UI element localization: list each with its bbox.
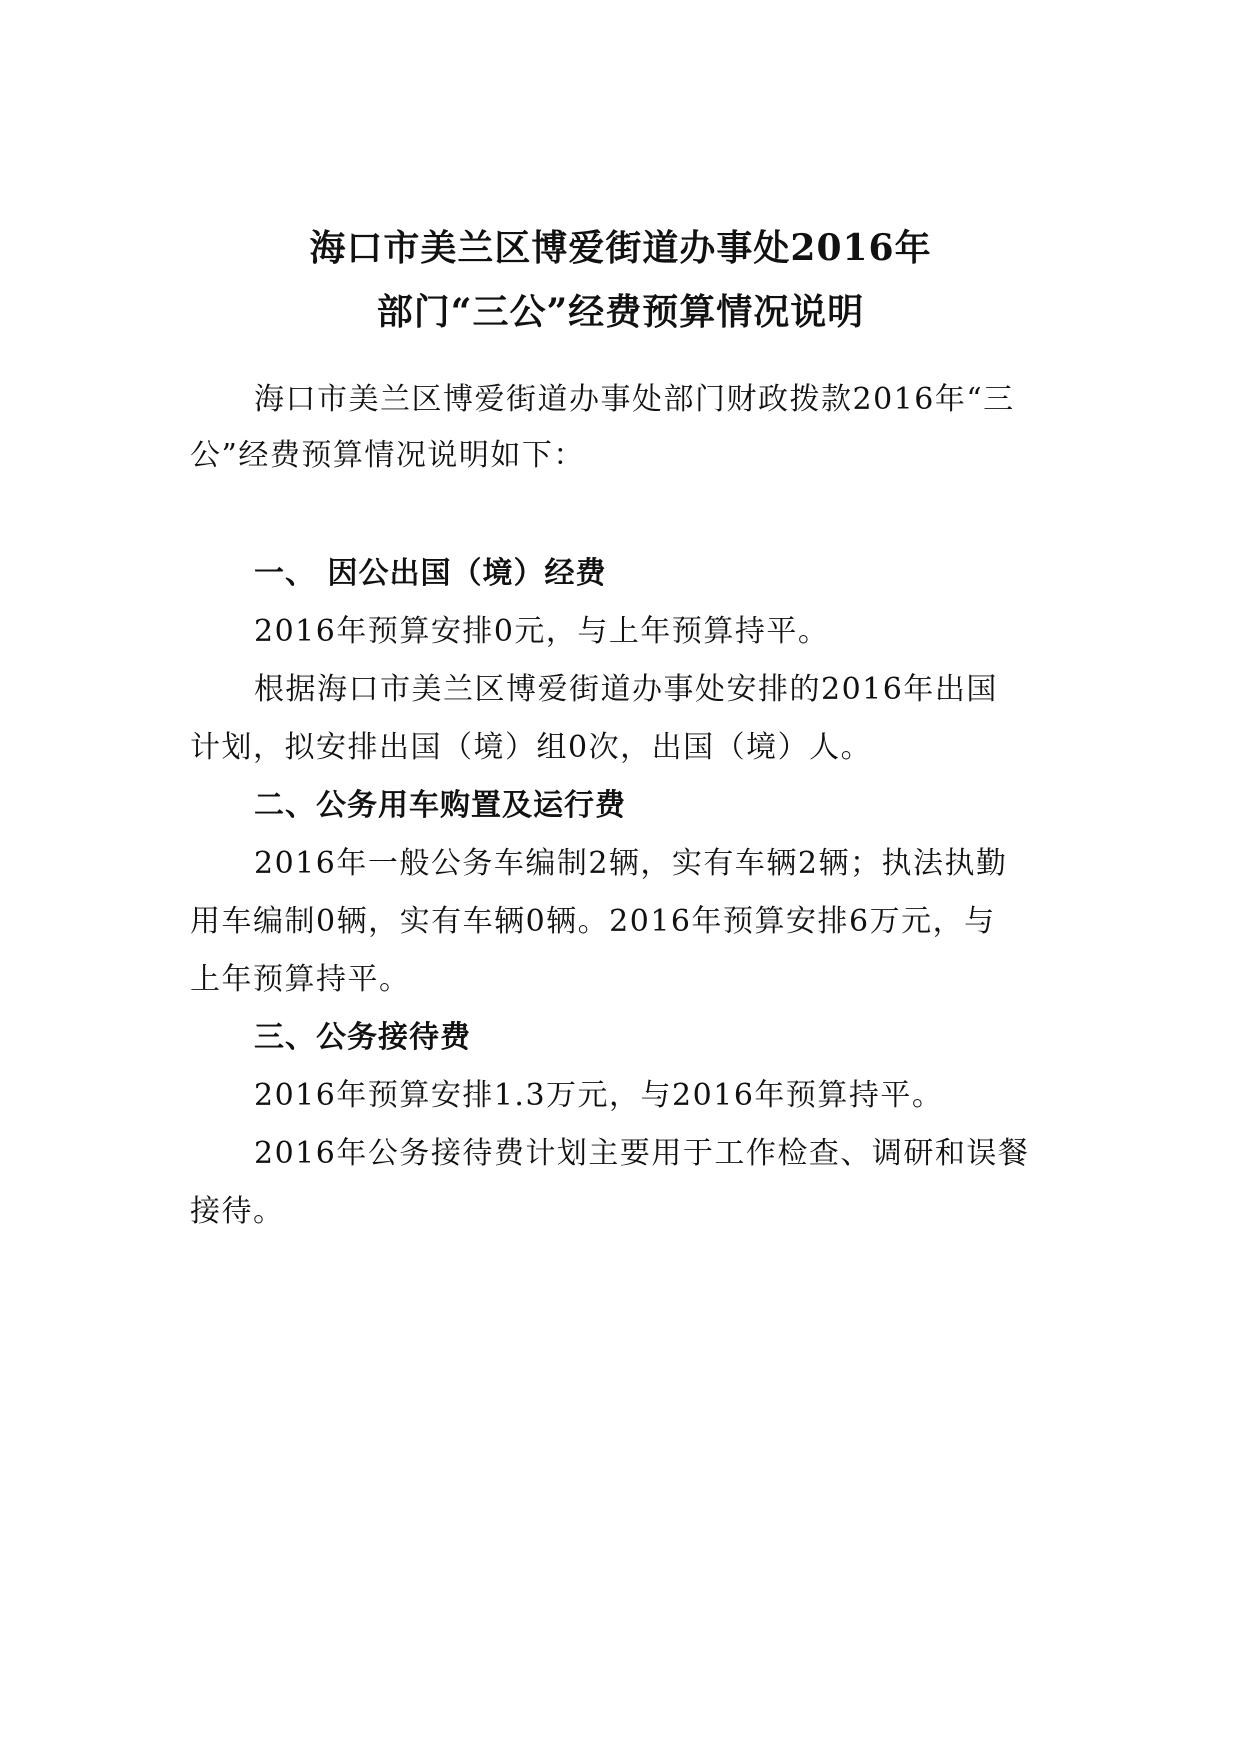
section-1-heading: 一、 因公出国（境）经费: [254, 556, 607, 591]
section-1-paragraph-1: 2016年预算安排0元，与上年预算持平。: [254, 614, 830, 649]
section-2-paragraph-1-line-1: 2016年一般公务车编制2辆，实有车辆2辆；执法执勤: [254, 846, 1008, 881]
section-3-paragraph-2-line-1: 2016年公务接待费计划主要用于工作检查、调研和误餐: [254, 1136, 1030, 1171]
section-3-paragraph-2-line-2: 接待。: [190, 1194, 285, 1229]
section-2-paragraph-1-line-3: 上年预算持平。: [190, 962, 411, 997]
document-title-line-1: 海口市美兰区博爱街道办事处2016年: [309, 227, 932, 269]
intro-line-2: 公”经费预算情况说明如下：: [190, 438, 585, 473]
intro-line-1: 海口市美兰区博爱街道办事处部门财政拨款2016年“三: [254, 382, 1015, 417]
section-2-heading: 二、公务用车购置及运行费: [254, 788, 626, 823]
section-2-paragraph-1-line-2: 用车编制0辆，实有车辆0辆。2016年预算安排6万元，与: [190, 904, 996, 939]
section-1-paragraph-2-line-2: 计划，拟安排出国（境）组0次，出国（境）人。: [190, 730, 873, 765]
section-3-heading: 三、公务接待费: [254, 1020, 471, 1055]
section-1-paragraph-2-line-1: 根据海口市美兰区博爱街道办事处安排的2016年出国: [254, 672, 998, 707]
document-title-line-2: 部门“三公”经费预算情况说明: [376, 291, 865, 333]
section-3-paragraph-1: 2016年预算安排1.3万元，与2016年预算持平。: [254, 1078, 944, 1113]
